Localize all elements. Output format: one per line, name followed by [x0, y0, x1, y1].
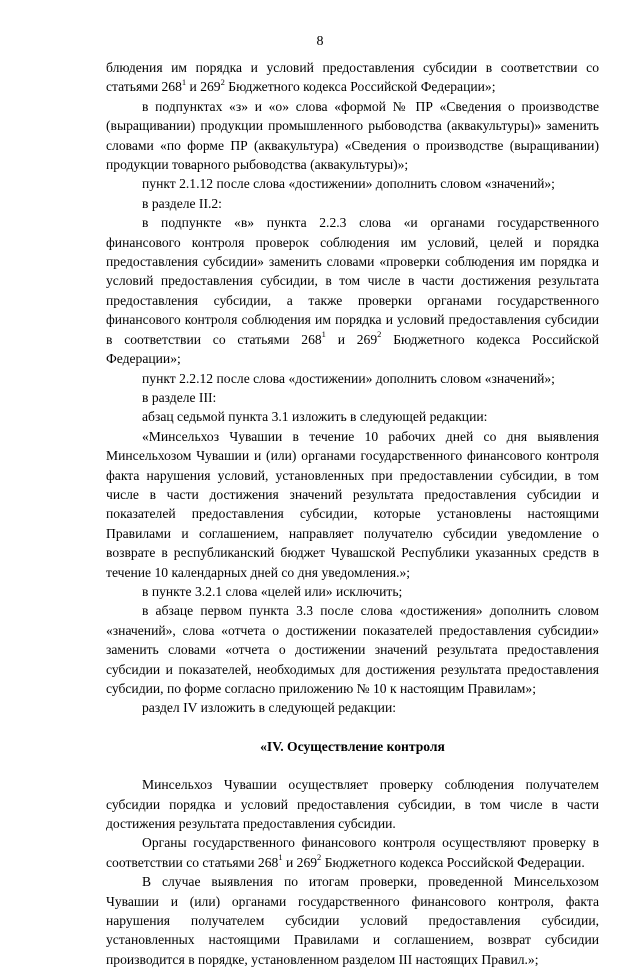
- paragraph-section-3: в разделе III:: [142, 389, 217, 405]
- paragraph-item-2-1-12: пункт 2.1.12 после слова «достижении» дополнить словом «значений»;: [142, 176, 555, 192]
- paragraph-section-2-2: в разделе II.2:: [142, 195, 222, 211]
- paragraph-section-4-intro: раздел IV изложить в следующей редакции:: [142, 700, 397, 716]
- paragraph-control-3: В случае выявления по итогам проверки, проведенной Минсельхозом Чувашии и (или) органами государственного финансового контроля, факта нарушения получателем субсидии условий предоставления субсидии, установленных настоящими Правилами и соглашением, возврат субсидии производится в порядке, установленном разделом III настоящих Правил.»;: [106, 874, 599, 967]
- paragraph-item-3-3: в абзаце первом пункта 3.3 после слова «достижения» дополнить словом «значений», слова «отчета о достижении показателей предоставления субсидии» заменить словами «отчета о достижении значений результата предоставления субсидии и показателей, необходимых для достижения результата предоставления субсидии, по форме согласно приложению № 10 к настоящим Правилам»;: [106, 603, 599, 696]
- paragraph-item-3-1-text: «Минсельхоз Чувашии в течение 10 рабочих дней со дня выявления Минсельхозом Чувашии и (или) органами государственного финансового контроля факта нарушения условий, установленных при предоставлении субсидии, в том числе в части достижения значений результата предоставления субсидии и показателей предоставления субсидии, которые установлены настоящими Правилами и соглашением, направляет получателю субсидии уведомление о возврате в республиканский бюджет Чувашской Республики указанных средств в течение 10 календарных дней со дня уведомления.»;: [106, 428, 599, 580]
- section-heading: «IV. Осуществление контроля: [260, 738, 445, 754]
- page-number: 8: [316, 34, 324, 49]
- paragraph-item-3-2-1: в пункте 3.2.1 слова «целей или» исключить;: [142, 583, 403, 599]
- paragraph-continuation: блюдения им порядка и условий предоставления субсидии в соответствии со статьями $268^1$ и $269^2$ Бюджетного кодекса Российской Федерации»;: [106, 60, 599, 95]
- paragraph-control-1: Минсельхоз Чувашии осуществляет проверку соблюдения получателем субсидии порядка и условий предоставления субсидии, в том числе в части достижения результата предоставления субсидии.: [106, 777, 599, 832]
- paragraph-control-2: Органы государственного финансового контроля осуществляют проверку в соответствии со статьями $268^1$ и $269^2$ Бюджетного кодекса Российской Федерации.: [106, 835, 599, 870]
- paragraph-subpoints-z-o: в подпунктах «з» и «о» слова «формой № ПР «Сведения о производстве (выращивании) продукции промышленного рыбоводства (аквакультуры)» заменить словами «по форме ПР (аквакультура) «Сведения о производстве (выращивании) продукции товарного рыбоводства (аквакультуры)»;: [106, 98, 599, 173]
- paragraph-item-3-1-intro: абзац седьмой пункта 3.1 изложить в следующей редакции:: [142, 409, 488, 425]
- paragraph-item-2-2-3: в подпункте «в» пункта 2.2.3 слова «и органами государственного финансового контроля проверок соблюдения им условий, целей и порядка предоставления субсидии» заменить словами «проверки соблюдения им порядка и условий предоставления субсидии, в том числе в части достижения результата предоставления субсидии, а также проверки органами государственного финансового контроля соблюдения им порядка и условий предоставления субсидии в соответствии со статьями $268^1$ и $269^2$ Бюджетного кодекса Российской Федерации»;: [106, 215, 599, 367]
- paragraph-item-2-2-12: пункт 2.2.12 после слова «достижении» дополнить словом «значений»;: [142, 370, 555, 386]
- document-body: [106, 58, 599, 969]
